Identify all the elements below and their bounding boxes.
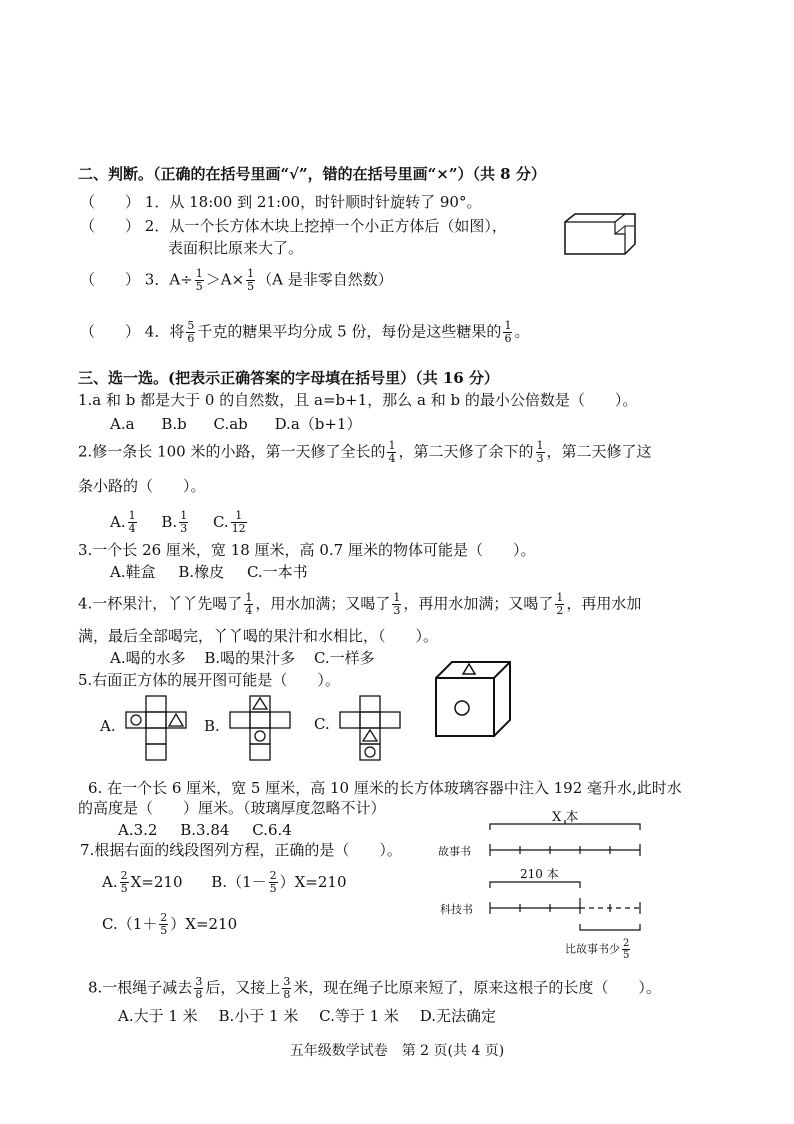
q3-3-options xyxy=(110,562,308,582)
frac-den: 3 xyxy=(180,522,188,535)
q3-6-options xyxy=(118,820,292,840)
fraction xyxy=(231,510,247,535)
q3-2-options xyxy=(110,510,249,535)
q8-pre: 8.一根绳子减去 xyxy=(88,978,193,997)
section3-title: 三、选一选。(把表示正确答案的字母填在括号里）（共 16 分） xyxy=(78,369,499,387)
fraction xyxy=(128,510,137,535)
frac-den: 6 xyxy=(504,332,512,345)
q2-pre: 2.修一条长 100 米的小路，第一天修了全长的 xyxy=(78,442,386,461)
frac-num: 1 xyxy=(247,267,255,280)
page-footer: 五年级数学试卷 第 2 页(共 4 页) xyxy=(289,1043,505,1059)
question-3-1: 1.a 和 b 都是大于 0 的自然数，且 a=b+1，那么 a 和 b 的最小公倍数是（ ）。 xyxy=(78,391,638,409)
option-a[interactable]: A.a xyxy=(110,415,135,433)
frac-den: 4 xyxy=(245,604,253,617)
frac-den: 8 xyxy=(283,988,291,1001)
option-c[interactable]: C.一样多 xyxy=(313,649,375,667)
fraction xyxy=(387,440,396,465)
frac-num: 3 xyxy=(195,975,203,988)
frac-den: 5 xyxy=(269,882,277,895)
option-b[interactable]: B.喝的果汁多 xyxy=(204,649,296,667)
cuboid-figure xyxy=(563,212,638,257)
q8-post: 米，现在绳子比原来短了，原来这根子的长度（ ）。 xyxy=(293,978,661,997)
frac-num: 1 xyxy=(195,267,203,280)
q2-post: ，第二天修了这 xyxy=(546,442,652,461)
frac-num: 1 xyxy=(128,509,136,522)
question-2-2-line2: 表面积比原来大了。 xyxy=(168,239,304,257)
frac-den: 12 xyxy=(231,522,246,535)
frac-num: 1 xyxy=(245,591,253,604)
option-c[interactable]: C.一本书 xyxy=(246,563,308,581)
frac-den: 3 xyxy=(536,452,544,465)
fraction xyxy=(392,592,401,617)
frac-num: 1 xyxy=(504,319,512,332)
opt-label: A. xyxy=(110,512,126,531)
frac-den: 6 xyxy=(187,332,195,345)
fraction xyxy=(246,268,255,293)
frac-num: 1 xyxy=(180,509,188,522)
option-c[interactable]: C.6.4 xyxy=(252,821,292,839)
diagram-row2-label: 科技书 xyxy=(440,903,473,916)
frac-den: 4 xyxy=(388,452,396,465)
fraction xyxy=(186,320,195,345)
diagram-mid-label: 210 本 xyxy=(520,867,559,881)
q4-pre: 4．将 xyxy=(144,322,185,341)
option-a[interactable]: A. xyxy=(100,717,116,735)
question-2-2 xyxy=(80,216,507,236)
question-3-6: 6. 在一个长 6 厘米，宽 5 厘米，高 10 厘米的长方体玻璃容器中注入 192 毫升水,此时水 xyxy=(88,779,682,797)
question-3-8 xyxy=(88,976,661,1001)
question-text: 2．从一个长方体木块上挖掉一个小正方体后（如图）， xyxy=(144,217,507,235)
frac-num: 1 xyxy=(231,510,247,523)
question-3-4 xyxy=(78,592,641,617)
question-2-3 xyxy=(80,268,393,293)
answer-paren[interactable]: （ ） xyxy=(80,193,141,211)
option-a[interactable]: A.大于 1 米 xyxy=(118,1007,198,1025)
option-a[interactable] xyxy=(102,869,183,895)
fraction xyxy=(179,510,188,535)
q4-mid2: ，再用水加满；又喝了 xyxy=(403,594,554,613)
q3-7-options-row2 xyxy=(102,912,237,937)
frac-num: 1 xyxy=(393,591,401,604)
frac-den: 5 xyxy=(623,950,630,961)
option-b[interactable] xyxy=(211,869,347,895)
frac-num: 1 xyxy=(556,591,564,604)
q4-mid: 千克的糖果平均分成 5 份，每份是这些糖果的 xyxy=(197,322,502,341)
option-b[interactable]: B.b xyxy=(161,415,187,433)
fraction xyxy=(536,440,545,465)
net-c-figure xyxy=(338,696,404,766)
q4-pre: 4.一杯果汁，丫丫先喝了 xyxy=(78,594,243,613)
q3-mid: ＞A× xyxy=(205,270,245,289)
q4-mid1: ，用水加满；又喝了 xyxy=(255,594,391,613)
opt-text: X=210 xyxy=(130,872,183,891)
option-b[interactable] xyxy=(161,509,190,535)
q4-end: 。 xyxy=(514,322,530,341)
frac-den: 5 xyxy=(247,280,255,293)
q3-8-options xyxy=(118,1006,496,1026)
opt-label: A. xyxy=(102,872,118,891)
opt-label: C.（1＋ xyxy=(102,914,158,933)
cube-figure xyxy=(434,660,514,740)
opt-text: ）X=210 xyxy=(170,914,238,933)
question-2-4 xyxy=(80,320,529,345)
frac-den: 4 xyxy=(128,522,136,535)
frac-num: 2 xyxy=(623,938,630,949)
opt-label: C. xyxy=(212,512,229,531)
bottom-label-text: 比故事书少 xyxy=(565,942,620,956)
q8-mid: 后，又接上 xyxy=(205,978,281,997)
frac-den: 5 xyxy=(120,882,128,895)
frac-num: 2 xyxy=(120,869,128,882)
question-3-5: 5.右面正方体的展开图可能是（ ）。 xyxy=(78,671,340,689)
fraction xyxy=(194,976,203,1001)
answer-paren[interactable]: （ ） xyxy=(80,270,141,289)
q3-4-line2: 满，最后全部喝完，丫丫喝的果汁和水相比，（ ）。 xyxy=(78,627,439,645)
q3-1-options xyxy=(110,414,361,434)
opt-label: B. xyxy=(161,512,178,531)
option-c[interactable]: C.ab xyxy=(213,415,248,433)
frac-den: 3 xyxy=(393,604,401,617)
q3-2-line2: 条小路的（ ）。 xyxy=(78,477,206,495)
option-c[interactable]: C. xyxy=(314,715,330,733)
net-a-figure xyxy=(124,696,190,764)
frac-num: 2 xyxy=(269,869,277,882)
q4-post: ，再用水加 xyxy=(566,594,642,613)
q2-mid: ，第二天修了余下的 xyxy=(398,442,534,461)
fraction xyxy=(195,268,204,293)
frac-num: 2 xyxy=(160,911,168,924)
frac-den: 5 xyxy=(195,280,203,293)
opt-label: B.（1－ xyxy=(211,872,267,891)
question-3-3: 3.一个长 26 厘米，宽 18 厘米，高 0.7 厘米的物体可能是（ ）。 xyxy=(78,541,536,559)
frac-num: 1 xyxy=(388,439,396,452)
fraction xyxy=(159,912,168,937)
option-a[interactable]: A.喝的水多 xyxy=(110,649,186,667)
option-a[interactable]: A.3.2 xyxy=(118,821,158,839)
question-2-1 xyxy=(80,192,481,212)
net-b-figure xyxy=(228,694,294,764)
fraction xyxy=(503,320,512,345)
fraction xyxy=(269,870,278,895)
frac-den: 2 xyxy=(556,604,564,617)
line-segment-diagram xyxy=(480,820,650,945)
section2-title: 二、判断。（正确的在括号里画“√”，错的在括号里画“×”）（共 8 分） xyxy=(78,165,546,183)
fraction xyxy=(244,592,253,617)
frac-num: 3 xyxy=(283,975,291,988)
fraction xyxy=(120,870,129,895)
q3-4-options xyxy=(110,648,375,668)
opt-text: ）X=210 xyxy=(279,872,347,891)
option-a[interactable]: A.鞋盒 xyxy=(110,563,156,581)
option-b[interactable]: B.橡皮 xyxy=(178,563,225,581)
fraction xyxy=(282,976,291,1001)
option-d[interactable]: D.a（b+1） xyxy=(274,415,362,433)
question-text: 1．从 18:00 到 21:00，时针顺时针旋转了 90°。 xyxy=(144,193,482,211)
answer-paren[interactable]: （ ） xyxy=(80,217,141,235)
diagram-top-label: X 本 xyxy=(552,810,579,825)
option-b[interactable]: B.3.84 xyxy=(180,821,230,839)
question-3-2 xyxy=(78,440,652,465)
option-d[interactable]: D.无法确定 xyxy=(419,1007,496,1025)
diagram-row1-label: 故事书 xyxy=(438,845,471,858)
option-b[interactable]: B.小于 1 米 xyxy=(218,1007,299,1025)
frac-den: 5 xyxy=(160,924,168,937)
q3-pre: 3．A÷ xyxy=(144,270,193,289)
option-b[interactable]: B. xyxy=(204,717,220,735)
question-3-7: 7.根据右面的线段图列方程，正确的是（ ）。 xyxy=(80,841,402,859)
q3-7-options-row1 xyxy=(102,870,347,895)
fraction xyxy=(555,592,564,617)
option-c[interactable] xyxy=(102,911,238,937)
answer-paren[interactable]: （ ） xyxy=(80,322,141,341)
option-c[interactable]: C.等于 1 米 xyxy=(319,1007,399,1025)
q3-post: （A 是非零自然数） xyxy=(257,270,393,289)
q3-6-line2: 的高度是（ ）厘米。（玻璃厚度忽略不计） xyxy=(78,799,386,817)
frac-num: 5 xyxy=(187,319,195,332)
frac-num: 1 xyxy=(536,439,544,452)
frac-den: 8 xyxy=(195,988,203,1001)
option-c[interactable] xyxy=(212,509,249,535)
option-a[interactable] xyxy=(110,509,139,535)
